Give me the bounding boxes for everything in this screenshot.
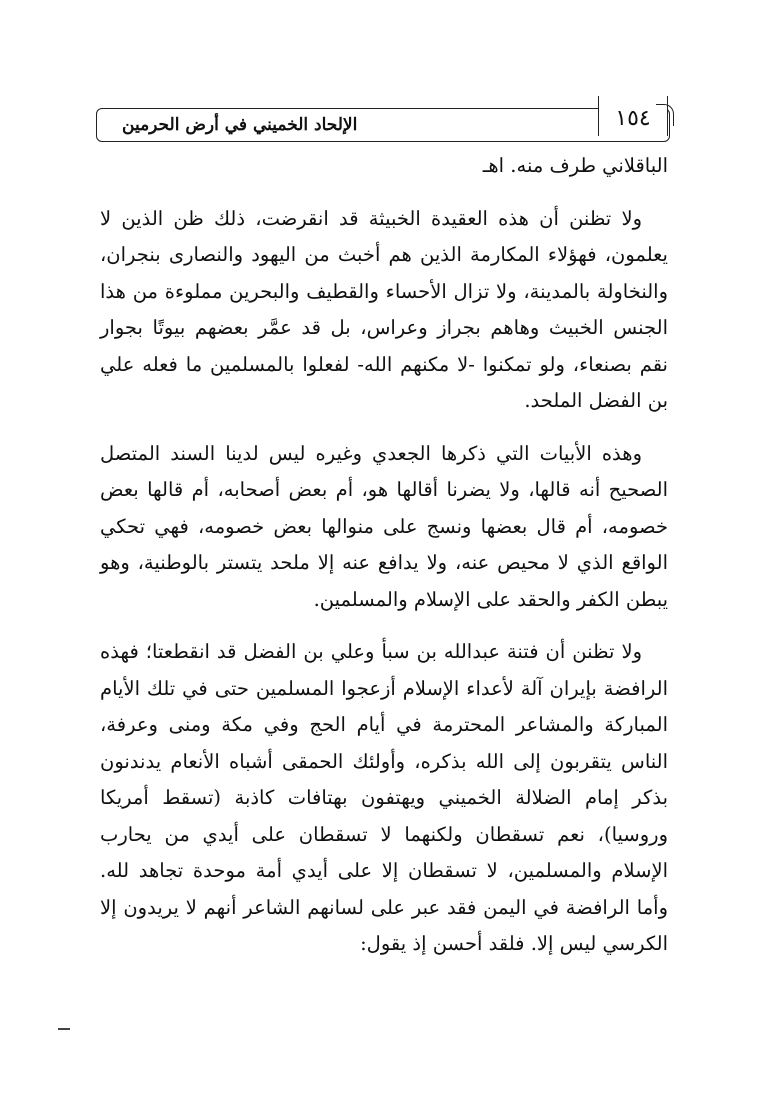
body-text bbox=[100, 148, 668, 963]
page-number: ١٥٤ bbox=[615, 106, 651, 131]
running-header-title: الإلحاد الخميني في أرض الحرمين bbox=[122, 115, 358, 135]
header-corner-ornament bbox=[656, 104, 674, 126]
paragraph-continuation: الباقلاني طرف منه. اهـ bbox=[482, 154, 668, 177]
footer-mark bbox=[58, 1028, 70, 1030]
paragraph: وهذه الأبيات التي ذكرها الجعدي وغيره ليس لدينا السند المتصل الصحيح أنه قالها، ولا يضرنا أقالها هو، أم بعض أصحابه، أم قالها بعض خصومه، أم قال بعضها ونسج على منوالها بعض خصومه، فهي تحكي الواقع الذي لا محيص عنه، ولا يدافع عنه إلا ملحد يتستر بالوطنية، وهو يبطن الكفر والحقد على الإسلام والمسلمين. bbox=[100, 441, 668, 611]
paragraph: ولا تظنن أن فتنة عبدالله بن سبأ وعلي بن الفضل قد انقطعتا؛ فهذه الرافضة بإيران آلة لأعداء الإسلام أزعجوا المسلمين حتى في تلك الأيام المباركة والمشاعر المحترمة في أيام الحج وفي مكة ومنى وعرفة، الناس يتقربون إلى الله بذكره، وأولئك الحمقى أشباه الأنعام يدندنون بذكر إمام الضلالة الخميني ويهتفون بهتافات كاذبة (تسقط أمريكا وروسيا)، نعم تسقطان ولكنهما لا تسقطان على أيدي من يحارب الإسلام والمسلمين، لا تسقطان إلا على أيدي أمة موحدة تجاهد لله. وأما الرافضة في اليمن فقد عبر على لسانهم الشاعر أنهم لا يريدون إلا الكرسي ليس إلا. فلقد أحسن إذ يقول: bbox=[100, 640, 668, 955]
paragraph: ولا تظنن أن هذه العقيدة الخبيثة قد انقرضت، ذلك ظن الذين لا يعلمون، فهؤلاء المكارمة الذين هم أخبث من اليهود والنصارى بنجران، والنخاولة بالمدينة، ولا تزال الأحساء والقطيف والبحرين مملوءة من هذا الجنس الخبيث وهاهم بجراز وعراس، بل قد عمَّر بعضهم بيوتًا بجوار نقم بصنعاء، ولو تمكنوا -لا مكنهم الله- لفعلوا بالمسلمين ما فعله علي بن الفضل الملحد. bbox=[100, 206, 668, 412]
